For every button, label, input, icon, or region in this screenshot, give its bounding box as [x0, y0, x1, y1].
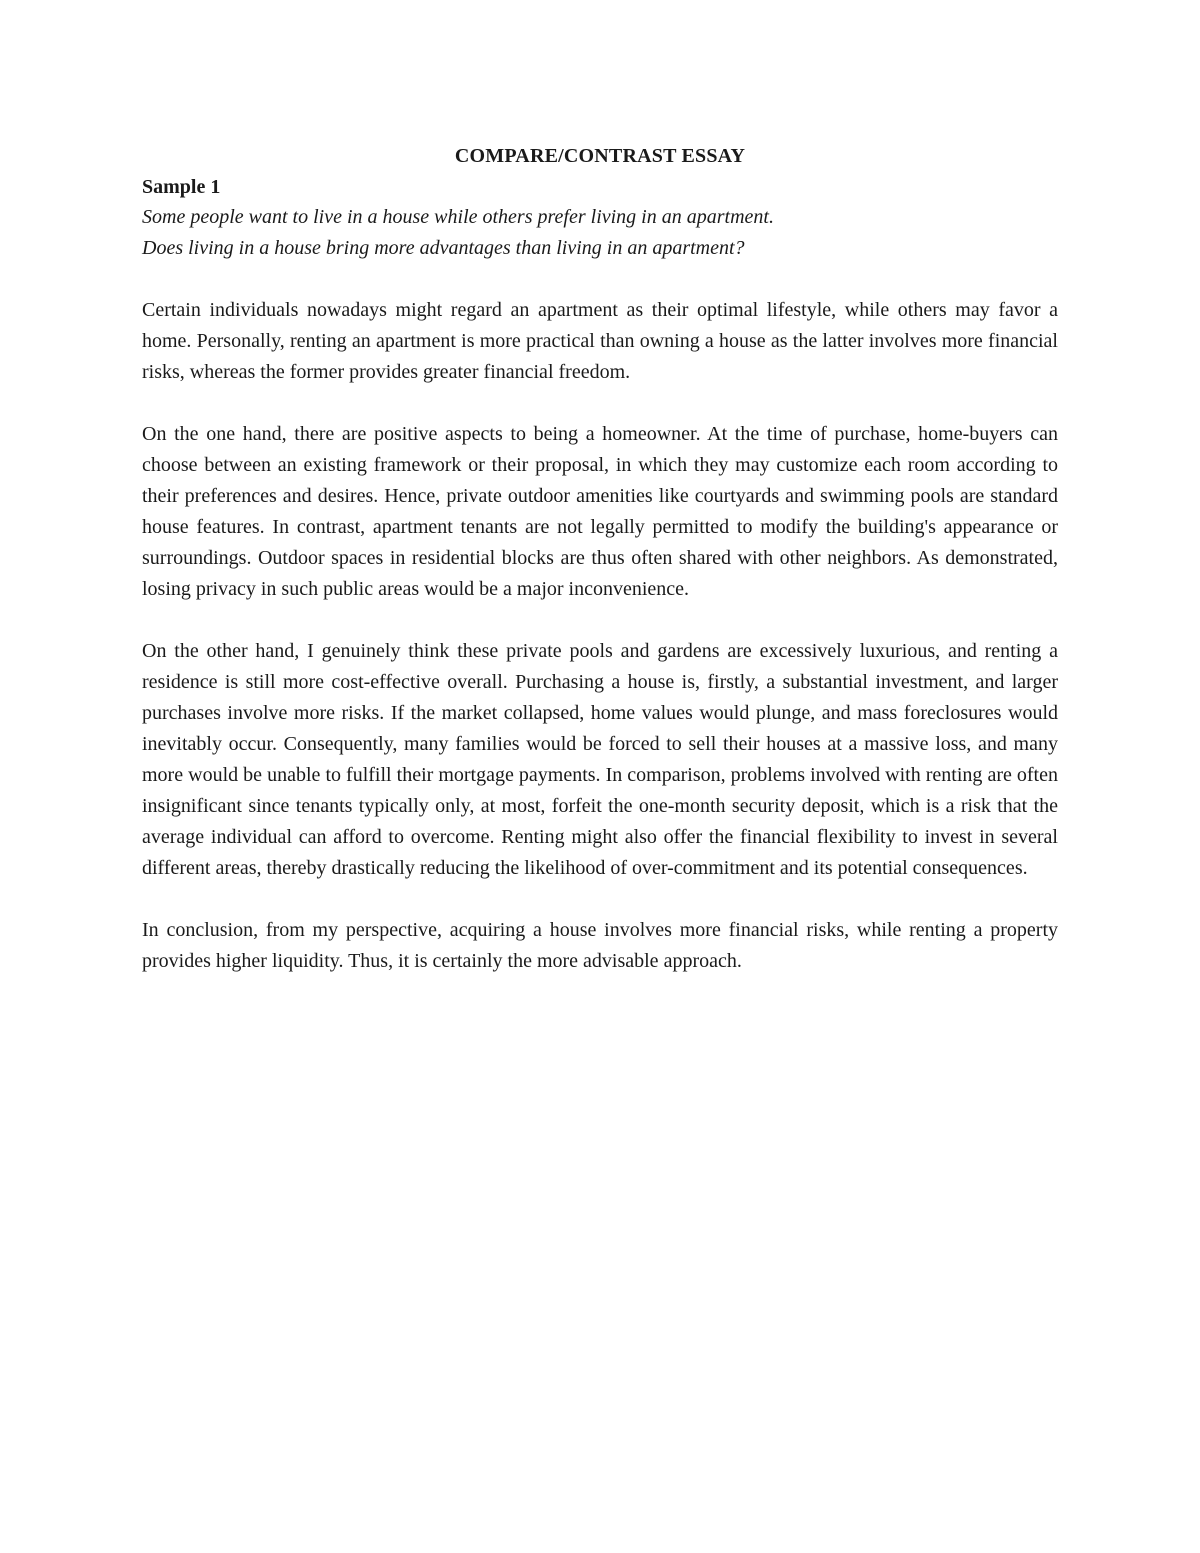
paragraph-introduction: Certain individuals nowadays might regard an apartment as their optimal lifestyle, while others may favor a home. Personally, renting an apartment is more practical than owning a house as the latter involves more financial risks, whereas the former provides greater financial freedom. [142, 299, 1058, 383]
document-page [142, 142, 1058, 977]
prompt-line-2: Does living in a house bring more advantages than living in an apartment? [142, 237, 745, 259]
paragraph-advantages-renting: On the other hand, I genuinely think these private pools and gardens are excessively luxurious, and renting a residence is still more cost-effective overall. Purchasing a house is, firstly, a substantial investment, and larger purchases involve more risks. If the market collapsed, home values would plunge, and mass foreclosures would inevitably occur. Consequently, many families would be forced to sell their houses at a massive loss, and many more would be unable to fulfill their mortgage payments. In comparison, problems involved with renting are often insignificant since tenants typically only, at most, forfeit the one-month security deposit, which is a risk that the average individual can afford to overcome. Renting might also offer the financial flexibility to invest in several different areas, thereby drastically reducing the likelihood of over-commitment and its potential consequences. [142, 640, 1058, 879]
paragraph-conclusion: In conclusion, from my perspective, acquiring a house involves more financial risks, while renting a property provides higher liquidity. Thus, it is certainly the more advisable approach. [142, 919, 1058, 972]
page-title: COMPARE/CONTRAST ESSAY [454, 145, 746, 167]
paragraph-advantages-house: On the one hand, there are positive aspects to being a homeowner. At the time of purchase, home-buyers can choose between an existing framework or their proposal, in which they may customize each room according to their preferences and desires. Hence, private outdoor amenities like courtyards and swimming pools are standard house features. In contrast, apartment tenants are not legally permitted to modify the building's appearance or surroundings. Outdoor spaces in residential blocks are thus often shared with other neighbors. As demonstrated, losing privacy in such public areas would be a major inconvenience. [142, 423, 1058, 600]
sample-label: Sample 1 [142, 176, 221, 198]
prompt-line-1: Some people want to live in a house while others prefer living in an apartment. [142, 206, 774, 228]
